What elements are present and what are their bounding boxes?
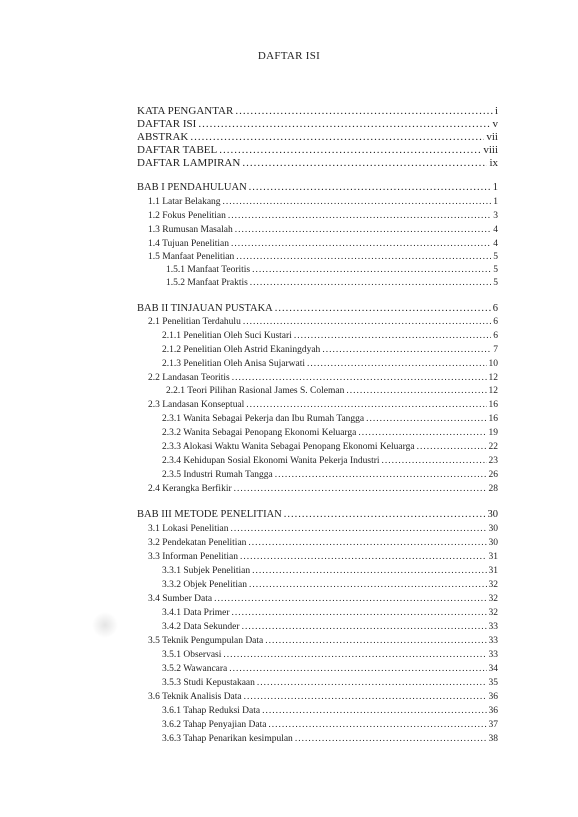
toc-entry[interactable] <box>162 359 498 369</box>
toc-entry[interactable] <box>162 566 498 576</box>
toc-page: 31 <box>488 552 498 562</box>
toc-page: 6 <box>492 303 498 314</box>
toc-entry[interactable] <box>162 470 498 480</box>
toc-entry[interactable] <box>148 225 498 235</box>
toc-entry[interactable] <box>166 386 498 396</box>
toc-page: 28 <box>488 484 498 494</box>
toc-page: 23 <box>488 456 498 466</box>
toc-label: 3.6.3 Tahap Penarikan kesimpulan <box>162 734 293 744</box>
toc-leader <box>275 470 487 480</box>
toc-page: 16 <box>488 414 498 424</box>
toc-page: v <box>492 118 498 130</box>
toc-entry[interactable] <box>166 278 498 288</box>
toc-leader <box>358 428 486 438</box>
toc-leader <box>307 359 486 369</box>
toc-label: 1.4 Tujuan Penelitian <box>148 239 230 249</box>
toc-entry[interactable] <box>162 428 498 438</box>
toc-entry[interactable] <box>162 608 498 618</box>
toc-label: 3.1 Lokasi Penelitian <box>148 524 229 534</box>
toc-entry-daftar-isi[interactable] <box>137 118 498 130</box>
toc-leader <box>243 317 491 327</box>
toc-label: 3.6 Teknik Analisis Data <box>148 692 242 702</box>
toc-leader <box>268 720 486 730</box>
toc-label: BAB I PENDAHULUAN <box>137 182 247 193</box>
toc-leader <box>236 252 491 262</box>
toc-label: 1.5.1 Manfaat Teoritis <box>166 265 251 275</box>
toc-entry[interactable] <box>148 692 498 702</box>
toc-page: 4 <box>493 239 498 249</box>
toc-page: 38 <box>488 734 498 744</box>
toc-entry[interactable] <box>148 373 498 383</box>
toc-label: 3.2 Pendekatan Penelitian <box>148 538 247 548</box>
toc-leader <box>232 608 487 618</box>
toc-leader <box>248 538 486 548</box>
toc-entry[interactable] <box>162 650 498 660</box>
toc-page: 32 <box>488 608 498 618</box>
toc-entry[interactable] <box>162 678 498 688</box>
toc-entry-abstrak[interactable] <box>137 131 498 143</box>
toc-page: 6 <box>493 317 498 327</box>
toc-label: 2.3.1 Wanita Sebagai Pekerja dan Ibu Rumah Tangga <box>162 414 365 424</box>
toc-entry[interactable] <box>148 484 498 494</box>
toc-leader <box>249 580 487 590</box>
toc-page: 5 <box>493 278 498 288</box>
toc-entry-bab-1[interactable] <box>137 182 498 193</box>
toc-page: 36 <box>488 692 498 702</box>
toc-page: 33 <box>488 622 498 632</box>
toc-entry[interactable] <box>162 414 498 424</box>
toc-label: 3.4 Sumber Data <box>148 594 213 604</box>
toc-leader <box>366 414 486 424</box>
toc-label: 1.5 Manfaat Penelitian <box>148 252 235 262</box>
toc-leader <box>250 278 491 288</box>
toc-label: 1.3 Rumusan Masalah <box>148 225 233 235</box>
toc-leader <box>244 692 487 702</box>
toc-leader <box>242 622 487 632</box>
toc-label: 3.4.2 Data Sekunder <box>162 622 240 632</box>
toc-label: 3.4.1 Data Primer <box>162 608 230 618</box>
toc-label: DAFTAR LAMPIRAN <box>137 157 241 169</box>
toc-label: 2.2.1 Teori Pilihan Rasional James S. Coleman <box>166 386 345 396</box>
toc-page: 1 <box>492 182 498 193</box>
toc-page: 7 <box>493 345 498 355</box>
toc-label: 3.5.3 Studi Kepustakaan <box>162 678 255 688</box>
toc-page: 10 <box>488 359 498 369</box>
toc-entry-bab-3[interactable] <box>137 509 498 520</box>
toc-leader <box>223 197 492 207</box>
toc-label: 3.5.2 Wawancara <box>162 664 228 674</box>
toc-leader <box>249 182 491 193</box>
toc-leader <box>252 265 491 275</box>
toc-label: 1.5.2 Manfaat Praktis <box>166 278 248 288</box>
toc-label: DAFTAR ISI <box>137 118 197 130</box>
toc-entry[interactable] <box>162 706 498 716</box>
toc-leader <box>228 211 491 221</box>
toc-entry[interactable] <box>148 252 498 262</box>
toc-page: 36 <box>488 706 498 716</box>
toc-entry[interactable] <box>162 331 498 341</box>
toc-page: 1 <box>493 197 498 207</box>
toc-label: 2.3.5 Industri Rumah Tangga <box>162 470 273 480</box>
toc-label: 1.2 Fokus Penelitian <box>148 211 226 221</box>
toc-page: ix <box>489 157 498 169</box>
toc-page: 30 <box>488 538 498 548</box>
toc-entry-daftar-lampiran[interactable] <box>137 157 498 169</box>
toc-leader <box>214 594 486 604</box>
toc-page: 6 <box>493 331 498 341</box>
toc-page: 37 <box>488 720 498 730</box>
toc-leader <box>417 442 487 452</box>
toc-page: 32 <box>488 580 498 590</box>
toc-label: 2.3.4 Kehidupan Sosial Ekonomi Wanita Pekerja Industri <box>162 456 380 466</box>
toc-page: 33 <box>488 636 498 646</box>
page-title: DAFTAR ISI <box>257 50 321 62</box>
toc-entry-daftar-tabel[interactable] <box>137 144 498 156</box>
toc-page: 5 <box>493 265 498 275</box>
toc-entry[interactable] <box>162 442 498 452</box>
toc-leader <box>322 345 491 355</box>
toc-label: 2.1.3 Penelitian Oleh Anisa Sujarwati <box>162 359 306 369</box>
toc-leader <box>242 157 487 169</box>
toc-label: 3.6.1 Tahap Reduksi Data <box>162 706 261 716</box>
toc-label: 1.1 Latar Belakang <box>148 197 221 207</box>
toc-entry[interactable] <box>166 265 498 275</box>
toc-label: 2.4 Kerangka Berfikir <box>148 484 232 494</box>
toc-leader <box>252 566 486 576</box>
paper-smudge <box>92 612 118 638</box>
toc-label: 2.3.3 Alokasi Waktu Wanita Sebagai Penopang Ekonomi Keluarga <box>162 442 415 452</box>
toc-page: 33 <box>488 650 498 660</box>
toc-page: 19 <box>488 428 498 438</box>
toc-label: DAFTAR TABEL <box>137 144 218 156</box>
toc-page: 4 <box>493 225 498 235</box>
toc-entry[interactable] <box>148 594 498 604</box>
toc-leader <box>294 331 491 341</box>
toc-leader <box>240 552 487 562</box>
toc-entry[interactable] <box>162 580 498 590</box>
toc-label: 2.1.2 Penelitian Oleh Astrid Ekaningdyah <box>162 345 321 355</box>
toc-label: 3.3.1 Subjek Penelitian <box>162 566 251 576</box>
toc-page: 3 <box>493 211 498 221</box>
toc-page: 30 <box>487 509 498 520</box>
toc-page: 31 <box>488 566 498 576</box>
toc-leader <box>262 706 486 716</box>
toc-label: ABSTRAK <box>137 131 189 143</box>
toc-leader <box>284 509 486 520</box>
toc-page: 26 <box>488 470 498 480</box>
toc-leader <box>246 400 486 410</box>
toc-label: 3.6.2 Tahap Penyajian Data <box>162 720 267 730</box>
toc-page: 32 <box>488 594 498 604</box>
toc-entry-kata-pengantar[interactable] <box>137 105 498 117</box>
toc-label: 3.5.1 Observasi <box>162 650 222 660</box>
toc-entry[interactable] <box>148 636 498 646</box>
toc-page: vii <box>486 131 498 143</box>
toc-label: 2.2 Landasan Teoritis <box>148 373 230 383</box>
toc-label: 2.1 Penelitian Terdahulu <box>148 317 241 327</box>
toc-leader <box>198 118 490 130</box>
toc-label: KATA PENGANTAR <box>137 105 234 117</box>
toc-entry[interactable] <box>162 720 498 730</box>
toc-page: 35 <box>488 678 498 688</box>
toc-page: 12 <box>488 373 498 383</box>
toc-leader <box>235 105 493 117</box>
toc-leader <box>230 524 486 534</box>
toc-entry[interactable] <box>148 211 498 221</box>
toc-leader <box>232 373 487 383</box>
toc-leader <box>190 131 484 143</box>
toc-entry[interactable] <box>148 538 498 548</box>
toc-entry[interactable] <box>148 524 498 534</box>
toc-leader <box>265 636 486 646</box>
toc-entry-bab-2[interactable] <box>137 303 498 314</box>
toc-page: 16 <box>488 400 498 410</box>
toc-leader <box>229 664 486 674</box>
toc-entry[interactable] <box>162 456 498 466</box>
toc-page: 5 <box>493 252 498 262</box>
toc-entry[interactable] <box>148 239 498 249</box>
toc-page: 22 <box>488 442 498 452</box>
toc-page: i <box>494 105 498 117</box>
toc-entry[interactable] <box>148 552 498 562</box>
toc-leader <box>235 225 492 235</box>
toc-page: viii <box>483 144 498 156</box>
toc-leader <box>275 303 491 314</box>
toc-leader <box>346 386 486 396</box>
toc-page: 12 <box>488 386 498 396</box>
toc-page: 34 <box>488 664 498 674</box>
toc-entry[interactable] <box>148 400 498 410</box>
toc-entry[interactable] <box>162 345 498 355</box>
toc-leader <box>382 456 487 466</box>
toc-entry[interactable] <box>162 734 498 744</box>
toc-page: 30 <box>488 524 498 534</box>
toc-label: BAB III METODE PENELITIAN <box>137 509 282 520</box>
toc-entry[interactable] <box>162 664 498 674</box>
toc-label: 3.5 Teknik Pengumpulan Data <box>148 636 264 646</box>
toc-leader <box>231 239 491 249</box>
toc-entry[interactable] <box>148 197 498 207</box>
toc-entry[interactable] <box>162 622 498 632</box>
toc-label: 3.3 Informan Penelitian <box>148 552 238 562</box>
toc-label: 3.3.2 Objek Penelitian <box>162 580 247 590</box>
toc-label: 2.3 Landasan Konseptual <box>148 400 245 410</box>
toc-leader <box>257 678 487 688</box>
toc-label: 2.3.2 Wanita Sebagai Penopang Ekonomi Keluarga <box>162 428 357 438</box>
toc-leader <box>295 734 487 744</box>
toc-leader <box>219 144 481 156</box>
toc-label: 2.1.1 Penelitian Oleh Suci Kustari <box>162 331 292 341</box>
toc-label: BAB II TINJAUAN PUSTAKA <box>137 303 273 314</box>
toc-entry[interactable] <box>148 317 498 327</box>
toc-leader <box>234 484 487 494</box>
toc-leader <box>223 650 486 660</box>
